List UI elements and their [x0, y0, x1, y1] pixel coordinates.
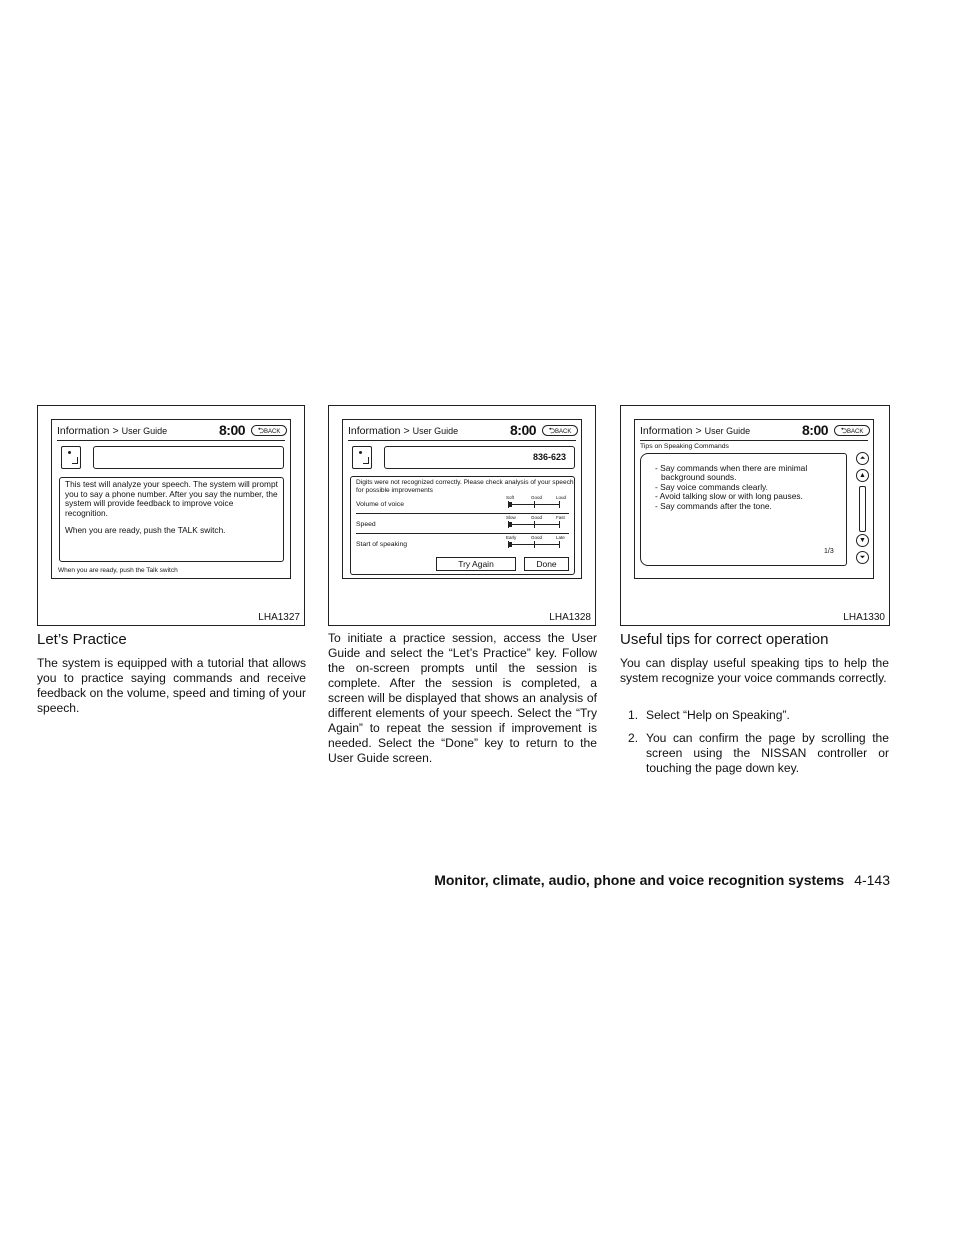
back-arrow-icon: ⮌: [257, 426, 265, 435]
heading-useful-tips: Useful tips for correct operation: [620, 631, 829, 648]
scroll-down-icon[interactable]: ▼: [856, 534, 869, 547]
back-label: BACK: [264, 429, 281, 435]
scroll-up-icon[interactable]: ▲: [856, 469, 869, 482]
analysis-row-start: [356, 535, 569, 553]
scale-high: Fast: [556, 515, 565, 520]
figure-code: LHA1328: [549, 612, 591, 623]
step-2: [628, 731, 889, 777]
breadcrumb-user-guide: User Guide: [121, 426, 168, 436]
analysis-box: [350, 476, 575, 575]
tip-item: - Avoid talking slow or with long pauses.: [655, 491, 803, 502]
figure-code: LHA1330: [843, 612, 885, 623]
recognized-number: 836-623: [384, 446, 575, 469]
step-text: Select “Help on Speaking”.: [646, 708, 790, 722]
scale-mid: Good: [531, 515, 543, 520]
tip-item: - Say commands when there are minimal: [655, 463, 808, 473]
back-arrow-icon: ⮌: [548, 426, 556, 435]
heading-lets-practice: Let’s Practice: [37, 631, 127, 648]
screen-header: [640, 425, 750, 437]
back-button[interactable]: [251, 425, 287, 436]
figure-lets-practice: [37, 405, 305, 626]
row-label: Start of speaking: [356, 541, 408, 548]
level-marker: [508, 542, 512, 547]
screen-analysis: [342, 419, 582, 579]
voice-face-icon: [352, 446, 372, 469]
screen-header: [57, 425, 167, 437]
tips-list: [655, 464, 807, 511]
back-button[interactable]: [542, 425, 578, 436]
page-indicator: 1/3: [824, 548, 834, 555]
scrollbar[interactable]: [859, 486, 866, 532]
row-label: Speed: [356, 521, 376, 528]
clock: 8:00: [219, 422, 246, 438]
figure-code: LHA1327: [258, 612, 300, 623]
clock: 8:00: [802, 422, 829, 438]
breadcrumb-user-guide: User Guide: [412, 426, 459, 436]
screen-tips: [634, 419, 874, 579]
scale-low: Early: [506, 535, 517, 540]
tip-item: - Say voice commands clearly.: [655, 481, 768, 492]
practice-paragraph: The system is equipped with a tutorial that allows you to practice saying commands and receive feedback on the volume, speed and timing of your speech.: [37, 656, 306, 715]
step-1: [628, 708, 889, 724]
scale-low: Soft: [506, 495, 515, 500]
scale-mid: Good: [531, 495, 543, 500]
breadcrumb-separator: >: [403, 425, 410, 437]
level-marker: [508, 502, 512, 507]
analysis-row-speed: [356, 515, 569, 534]
instruction-talk-text: When you are ready, push the TALK switch.: [65, 525, 226, 535]
scale-high: Loud: [556, 495, 567, 500]
figure-speech-analysis: [328, 405, 596, 626]
instruction-text: This test will analyze your speech. The system will prompt you to say a phone number. After you say the number, the system will provide feedback to improve voice recognition.: [65, 479, 278, 518]
footer-section-title: Monitor, climate, audio, phone and voice recognition systems: [434, 872, 845, 888]
breadcrumb-user-guide: User Guide: [704, 426, 751, 436]
header-divider: [348, 440, 576, 441]
breadcrumb-separator: >: [112, 425, 119, 437]
step-number: 2.: [628, 731, 639, 745]
level-marker: [508, 522, 512, 527]
page-number: 4-143: [854, 872, 890, 888]
voice-face-icon: [61, 446, 81, 469]
breadcrumb-information: Information: [57, 425, 110, 437]
tip-item: - Say commands after the tone.: [655, 500, 772, 511]
row-label: Volume of voice: [356, 501, 404, 508]
screen-practice-prompt: [51, 419, 291, 579]
done-button[interactable]: Done: [524, 557, 569, 571]
page-down-icon[interactable]: ⏷: [856, 551, 869, 564]
back-label: BACK: [847, 429, 864, 435]
breadcrumb-information: Information: [640, 425, 693, 437]
back-arrow-icon: ⮌: [840, 426, 848, 435]
scale-low: Slow: [506, 515, 516, 520]
breadcrumb-separator: >: [695, 425, 702, 437]
analysis-intro: Digits were not recognized correctly. Please check analysis of your speech for possible improvements: [356, 479, 574, 494]
step-number: 1.: [628, 708, 639, 722]
back-button[interactable]: [834, 425, 870, 436]
analysis-row-volume: [356, 495, 569, 514]
page-footer: [434, 872, 890, 888]
page-top-icon[interactable]: ⏶: [856, 452, 869, 465]
header-divider: [57, 440, 285, 441]
status-line: When you are ready, push the Talk switch: [58, 567, 178, 574]
tip-item: background sounds.: [661, 472, 737, 483]
figure-speaking-tips: [620, 405, 890, 626]
breadcrumb-information: Information: [348, 425, 401, 437]
recognition-field: [93, 446, 284, 469]
instruction-box: [59, 477, 284, 562]
back-label: BACK: [555, 429, 572, 435]
scale-high: Late: [556, 535, 565, 540]
screen-header: [348, 425, 458, 437]
clock: 8:00: [510, 422, 537, 438]
step-text: You can confirm the page by scrolling the screen using the NISSAN controller or touching the page down key.: [646, 731, 889, 775]
scale-mid: Good: [531, 535, 543, 540]
tips-paragraph: You can display useful speaking tips to help the system recognize your voice commands correctly.: [620, 656, 889, 685]
header-divider: [640, 440, 868, 441]
try-again-button[interactable]: Try Again: [436, 557, 516, 571]
tips-title: Tips on Speaking Commands: [640, 443, 729, 450]
practice-session-paragraph: To initiate a practice session, access the User Guide and select the “Let’s Practice” key. Follow the on-screen prompts until the session is complete. After the session is completed, a screen will be displayed that shows an analysis of different elements of your speech. Select the “Try Again” to repeat the session if improvement is needed. Select the “Done” key to return to the User Guide screen.: [328, 631, 597, 765]
